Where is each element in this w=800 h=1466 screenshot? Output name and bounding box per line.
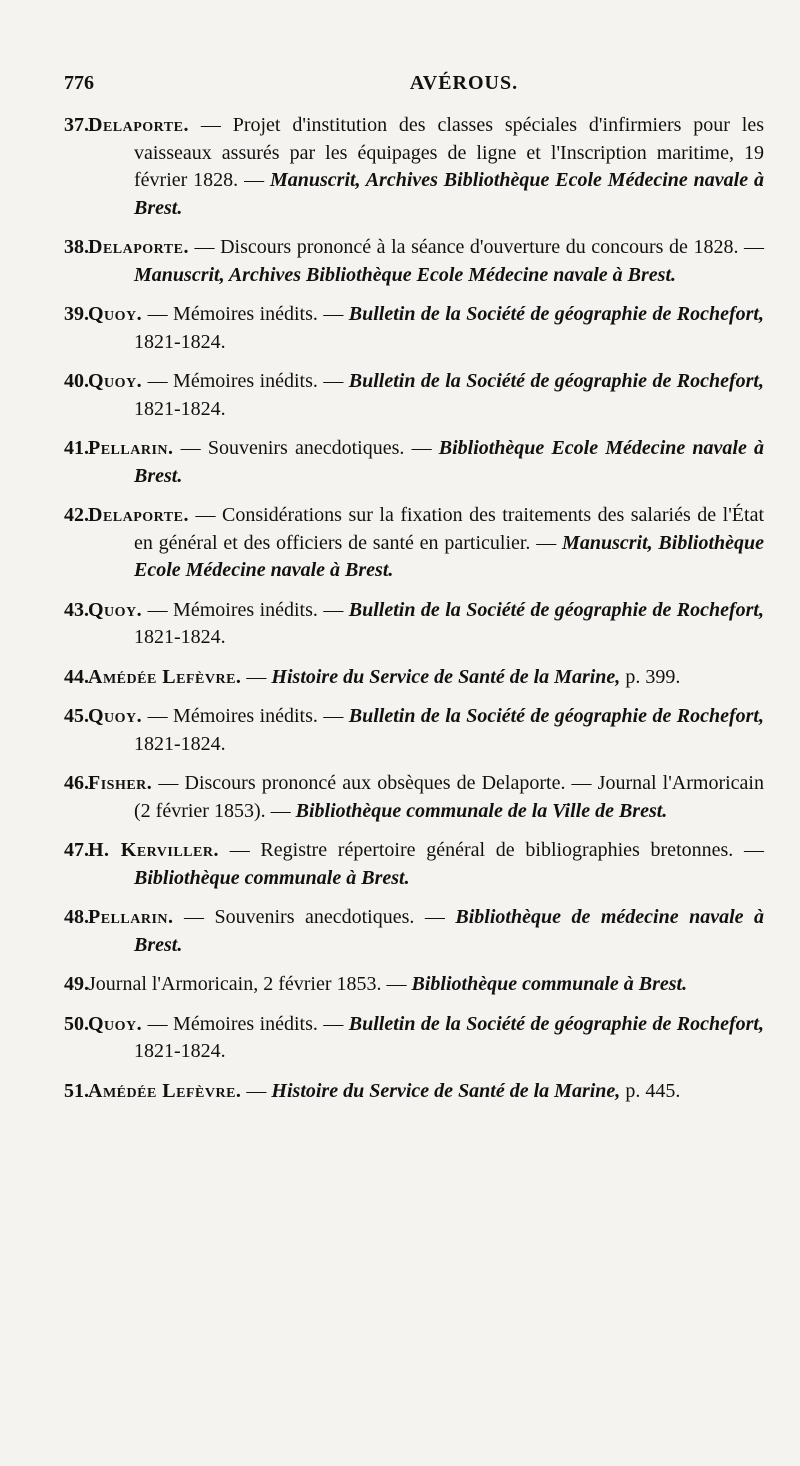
- entry-source: Bulletin de la Société de géographie de Rochefort,: [348, 370, 764, 392]
- page-header: [64, 72, 744, 104]
- entry-source: Bibliothèque communale à Brest.: [134, 866, 410, 889]
- bibliography-entry: [64, 664, 764, 692]
- entry-number: 44.: [64, 665, 89, 688]
- entry-author: Quoy.: [88, 370, 143, 392]
- entry-source: Manuscrit, Archives Bibliothèque Ecole Médecine navale à Brest.: [134, 169, 764, 219]
- entry-author: Delaporte.: [88, 236, 189, 258]
- bibliography-entry: [64, 368, 764, 423]
- entry-text: — Mémoires inédits. —: [142, 303, 349, 325]
- entry-number: 49.: [64, 973, 89, 995]
- bibliography-entry: [64, 1011, 764, 1066]
- entry-number: 48.: [64, 906, 89, 928]
- entry-source: Bulletin de la Société de géographie de Rochefort,: [348, 598, 764, 621]
- bibliography-list: [64, 112, 764, 1105]
- entry-text: — Mémoires inédits. —: [142, 1012, 349, 1035]
- entry-source: Bibliothèque communale à Brest.: [411, 973, 688, 995]
- running-title: AVÉROUS.: [409, 72, 519, 94]
- entry-number: 47.: [64, 839, 89, 861]
- entry-source: Manuscrit, Bibliothèque Ecole Médecine navale à Brest.: [134, 531, 765, 581]
- bibliography-entry: [64, 1078, 764, 1106]
- bibliography-entry: [64, 971, 764, 999]
- entry-extra: 1821-1824.: [134, 1040, 226, 1062]
- entry-number: 42.: [64, 504, 89, 526]
- entry-body: [64, 1078, 764, 1106]
- entry-text: —: [241, 1079, 272, 1102]
- bibliography-entry: [64, 597, 764, 652]
- entry-number: 41.: [64, 437, 89, 459]
- entry-number: 43.: [64, 598, 89, 621]
- bibliography-entry: [64, 112, 764, 222]
- entry-author: Delaporte.: [88, 504, 189, 526]
- entry-extra: p. 445.: [620, 1079, 681, 1102]
- entry-source: Bulletin de la Société de géographie de Rochefort,: [348, 1012, 764, 1035]
- entry-extra: 1821-1824.: [134, 330, 226, 353]
- entry-text: — Mémoires inédits. —: [142, 370, 349, 392]
- entry-body: [64, 301, 764, 356]
- entry-author: Delaporte.: [88, 114, 189, 136]
- entry-source: Bulletin de la Société de géographie de Rochefort,: [348, 303, 764, 325]
- bibliography-entry: [64, 703, 764, 758]
- entry-text: — Discours prononcé à la séance d'ouverture du concours de 1828. —: [188, 236, 764, 258]
- page-number: 776: [64, 72, 94, 94]
- entry-source: Histoire du Service de Santé de la Marine,: [271, 1079, 621, 1102]
- entry-number: 51.: [64, 1079, 89, 1102]
- entry-source: Bibliothèque communale de la Ville de Brest.: [295, 799, 668, 822]
- entry-author: Amédée Lefèvre.: [88, 665, 242, 688]
- entry-body: [64, 971, 764, 999]
- entry-body: [64, 664, 764, 692]
- entry-source: Bibliothèque de médecine navale à Brest.: [134, 906, 765, 956]
- entry-number: 46.: [64, 772, 89, 794]
- entry-author: H. Kerviller.: [88, 839, 219, 861]
- entry-body: [64, 368, 764, 423]
- entry-number: 45.: [64, 705, 89, 727]
- entry-text: Journal l'Armoricain, 2 février 1853. —: [88, 973, 412, 995]
- entry-body: [64, 904, 764, 959]
- entry-body: [64, 1011, 764, 1066]
- entry-text: — Considérations sur la fixation des traitements des salariés de l'État en général et des officiers de santé en particulier. —: [134, 504, 764, 554]
- entry-author: Quoy.: [88, 598, 143, 621]
- entry-author: Quoy.: [88, 705, 143, 727]
- entry-body: [64, 837, 764, 892]
- entry-body: [64, 112, 764, 222]
- entry-text: —: [241, 665, 272, 688]
- entry-extra: 1821-1824.: [134, 397, 226, 420]
- bibliography-entry: [64, 234, 764, 289]
- entry-extra: 1821-1824.: [134, 732, 226, 755]
- bibliography-entry: [64, 502, 764, 585]
- entry-number: 39.: [64, 303, 89, 325]
- entry-text: — Discours prononcé aux obsèques de Delaporte. — Journal l'Armoricain (2 février 1853). —: [134, 772, 764, 822]
- entry-body: [64, 597, 764, 652]
- entry-author: Amédée Lefèvre.: [88, 1079, 242, 1102]
- entry-text: — Projet d'institution des classes spéciales d'infirmiers pour les vaisseaux assurés par les équipages de ligne et l'Inscription maritime, 19 février 1828. —: [134, 114, 764, 191]
- entry-text: — Souvenirs anecdotiques. —: [173, 906, 456, 928]
- bibliography-entry: [64, 435, 764, 490]
- bibliography-entry: [64, 770, 764, 825]
- entry-author: Fisher.: [88, 772, 153, 794]
- entry-body: [64, 234, 764, 289]
- entry-author: Quoy.: [88, 303, 143, 325]
- entry-source: Bibliothèque Ecole Médecine navale à Brest.: [134, 437, 765, 487]
- entry-source: Histoire du Service de Santé de la Marine,: [271, 665, 621, 688]
- entry-body: [64, 770, 764, 825]
- entry-body: [64, 703, 764, 758]
- entry-text: — Souvenirs anecdotiques. —: [173, 437, 439, 459]
- entry-number: 37.: [64, 114, 89, 136]
- entry-text: — Registre répertoire général de bibliographies bretonnes. —: [218, 839, 764, 861]
- entry-text: — Mémoires inédits. —: [142, 598, 349, 621]
- entry-author: Quoy.: [88, 1012, 143, 1035]
- entry-extra: p. 399.: [620, 665, 681, 688]
- entry-text: — Mémoires inédits. —: [142, 705, 349, 727]
- entry-source: Bulletin de la Société de géographie de Rochefort,: [348, 705, 764, 727]
- bibliography-entry: [64, 904, 764, 959]
- entry-author: Pellarin.: [88, 437, 174, 459]
- entry-body: [64, 435, 764, 490]
- entry-number: 38.: [64, 236, 89, 258]
- entry-body: [64, 502, 764, 585]
- entry-number: 50.: [64, 1012, 89, 1035]
- entry-extra: 1821-1824.: [134, 626, 226, 648]
- entry-author: Pellarin.: [88, 906, 174, 928]
- entry-source: Manuscrit, Archives Bibliothèque Ecole Médecine navale à Brest.: [134, 263, 677, 286]
- bibliography-entry: [64, 301, 764, 356]
- bibliography-entry: [64, 837, 764, 892]
- entry-number: 40.: [64, 370, 89, 392]
